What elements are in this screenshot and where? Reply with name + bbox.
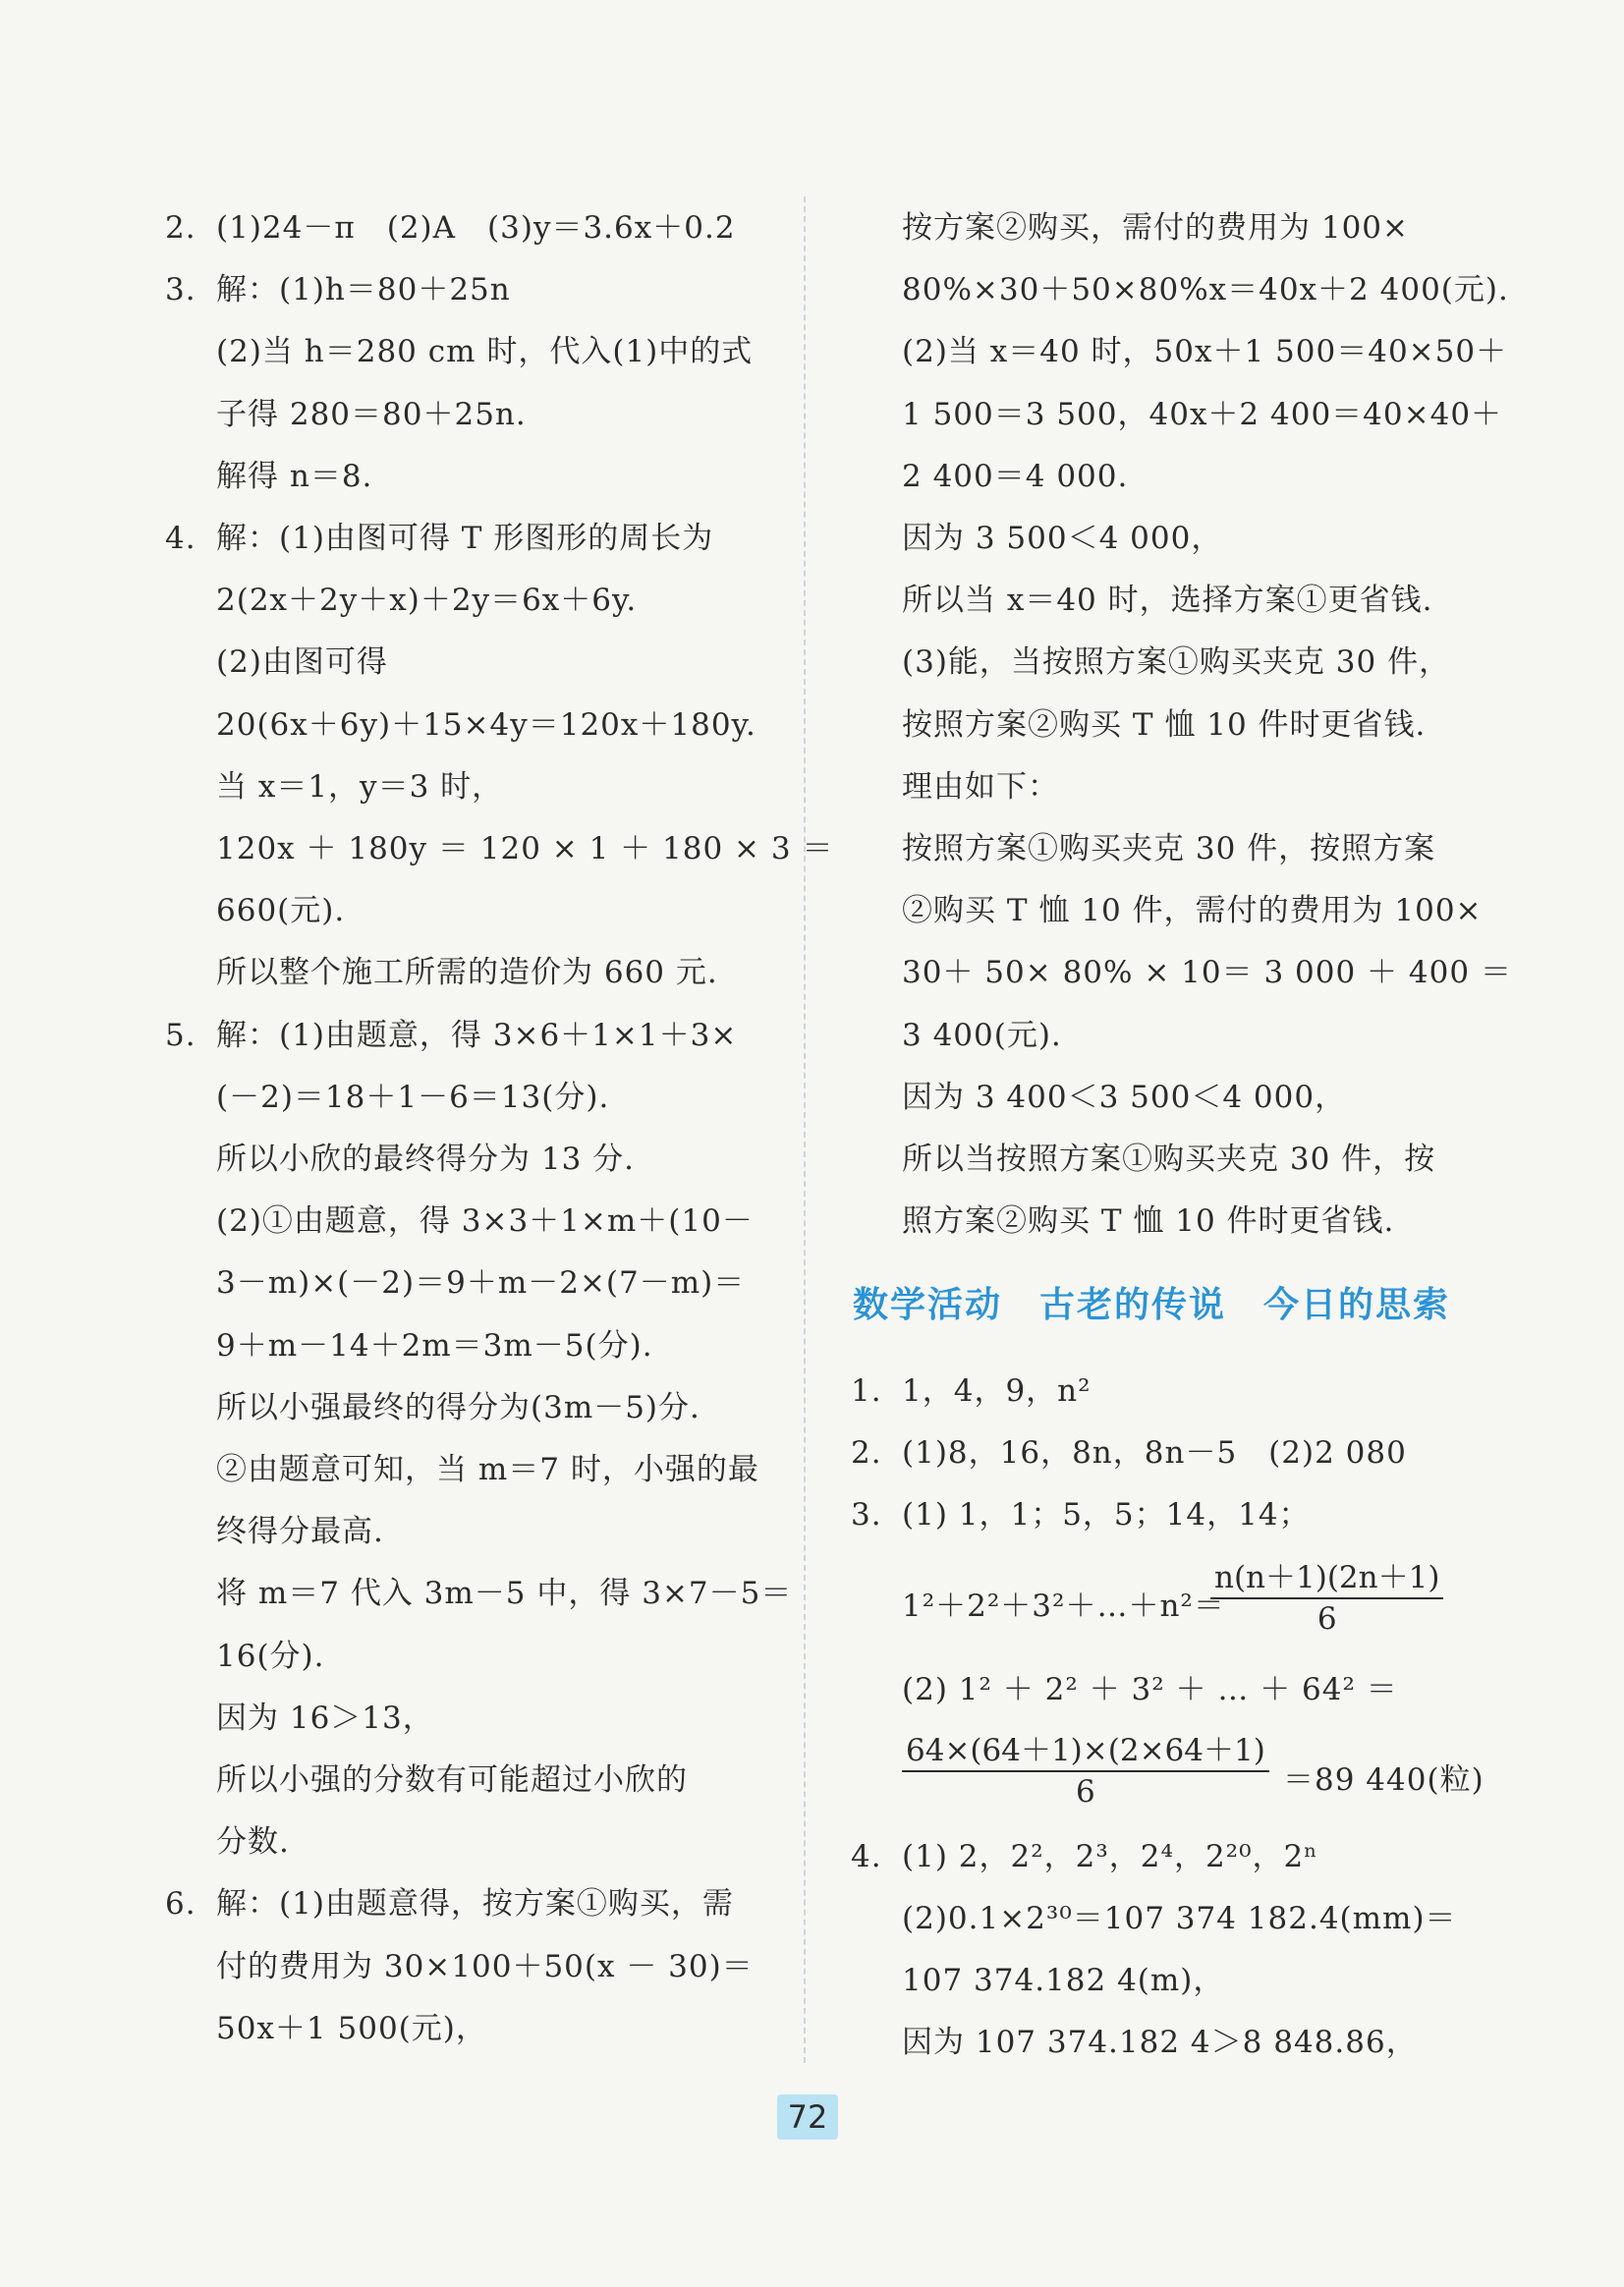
answer-line	[216, 1947, 754, 1986]
answer-text: 3－m)×(－2)＝9＋m－2×(7－m)＝	[216, 1265, 746, 1301]
question-number: 4.	[851, 1839, 882, 1874]
question-number: 2.	[165, 210, 196, 246]
answer-line	[216, 705, 756, 745]
question-line	[165, 208, 736, 248]
answer-text: (1) 1，1；5，5；14，14；	[902, 1497, 1311, 1533]
answer-text: 9＋m－14＋2m＝3m－5(分).	[216, 1328, 653, 1364]
answer-line: (2)当 x＝40 时，50x＋1 500＝40×50＋	[902, 334, 1508, 369]
answer-4	[851, 1837, 1318, 1876]
answer-text: 当 x＝1，y＝3 时，	[216, 769, 504, 805]
answer-line: 按照方案①购买夹克 30 件，按照方案	[902, 831, 1436, 866]
answer-line	[216, 891, 345, 930]
fraction-denominator: 6	[1076, 1774, 1095, 1810]
question-line	[165, 519, 713, 558]
question-number: 3.	[165, 272, 196, 307]
answer-3-2: (2) 1² ＋ 2² ＋ 3² ＋ … ＋ 64² ＝	[902, 1672, 1398, 1707]
answer-line	[216, 457, 372, 496]
answer-line	[216, 1637, 325, 1676]
fraction-denominator: 6	[1316, 1601, 1337, 1637]
fraction-64	[902, 1731, 1269, 1812]
answer-text: 120x ＋ 180y ＝ 120 × 1 ＋ 180 × 3 ＝	[216, 831, 834, 866]
answer-text: 付的费用为 30×100＋50(x － 30)＝	[216, 1949, 754, 1984]
answer-text: 终得分最高.	[216, 1514, 384, 1549]
answer-line	[216, 1760, 688, 1800]
answer-text: 将 m＝7 代入 3m－5 中，得 3×7－5＝	[216, 1576, 793, 1611]
answer-line: 2 400＝4 000.	[902, 459, 1129, 494]
answer-text: 解：(1)由图可得 T 形图形的周长为	[216, 521, 714, 556]
answer-line	[216, 1450, 759, 1489]
answer-line: 按方案②购买，需付的费用为 100×	[902, 210, 1409, 246]
answer-line	[216, 332, 753, 371]
answer-line	[216, 829, 833, 868]
answer-text: 20(6x＋6y)＋15×4y＝120x＋180y.	[216, 707, 756, 743]
answer-3	[851, 1495, 1311, 1534]
answer-line	[216, 1512, 384, 1551]
answer-text: (1)24－π (2)A (3)y＝3.6x＋0.2	[216, 210, 736, 246]
answer-line	[216, 1388, 700, 1427]
fraction-sum-squares	[1210, 1558, 1443, 1639]
question-number: 5.	[165, 1018, 196, 1053]
answer-line	[216, 581, 637, 620]
answer-text: 因为 16＞13，	[216, 1701, 434, 1736]
fraction-numerator: n(n＋1)(2n＋1)	[1210, 1558, 1443, 1599]
answer-text: 所以整个施工所需的造价为 660 元.	[216, 955, 718, 990]
answer-text: (2)①由题意，得 3×3＋1×m＋(10－	[216, 1203, 754, 1239]
answer-line	[216, 1263, 745, 1303]
answer-text: 解：(1)由题意得，按方案①购买，需	[216, 1886, 734, 1922]
question-number: 3.	[851, 1497, 882, 1533]
question-line	[165, 1016, 737, 1055]
answer-line: 理由如下：	[902, 769, 1059, 805]
answer-line: (3)能，当按照方案①购买夹克 30 件，	[902, 644, 1451, 680]
answer-line: 3 400(元).	[902, 1018, 1062, 1053]
sum-squares-formula: 1²＋2²＋3²＋…＋n²＝	[902, 1589, 1225, 1624]
answer-line: 30＋ 50× 80% × 10＝ 3 000 ＋ 400 ＝	[902, 955, 1512, 990]
answer-line	[216, 642, 388, 682]
fraction-numerator: 64×(64＋1)×(2×64＋1)	[902, 1731, 1269, 1772]
answer-line: 80%×30＋50×80%x＝40x＋2 400(元).	[902, 272, 1509, 307]
answer-line: 因为 3 400＜3 500＜4 000，	[902, 1080, 1347, 1115]
answer-line	[216, 395, 527, 434]
answer-text: 所以小强最终的得分为(3m－5)分.	[216, 1390, 700, 1425]
answer-line	[216, 767, 503, 807]
answer-line: ②购买 T 恤 10 件，需付的费用为 100×	[902, 893, 1483, 928]
answer-text: 所以小欣的最终得分为 13 分.	[216, 1142, 636, 1177]
answer-text: 解：(1)由题意，得 3×6＋1×1＋3×	[216, 1018, 738, 1053]
answer-text: (－2)＝18＋1－6＝13(分).	[216, 1080, 610, 1115]
answer-line: 照方案②购买 T 恤 10 件时更省钱.	[902, 1203, 1395, 1239]
answer-line	[216, 1078, 609, 1117]
heading-part-1: 数学活动	[853, 1285, 1003, 1325]
question-number: 1.	[851, 1373, 882, 1409]
answer-line: 所以当按照方案①购买夹克 30 件，按	[902, 1142, 1436, 1177]
answer-line	[216, 2009, 487, 2048]
answer-line	[216, 1201, 754, 1241]
answer-text: 1，4，9，n²	[902, 1373, 1092, 1409]
heading-part-3: 今日的思索	[1263, 1285, 1451, 1325]
answer-text: 660(元).	[216, 893, 346, 928]
answer-line	[216, 1326, 653, 1366]
question-number: 6.	[165, 1886, 196, 1922]
question-number: 2.	[851, 1435, 882, 1471]
answer-text: 解：(1)h＝80＋25n	[216, 272, 511, 307]
answer-line: 按照方案②购买 T 恤 10 件时更省钱.	[902, 707, 1427, 743]
answer-2	[851, 1433, 1407, 1473]
answer-line	[216, 953, 718, 992]
answer-text: (1) 2，2²，2³，2⁴，2²⁰，2ⁿ	[902, 1839, 1318, 1874]
answer-line: 1 500＝3 500，40x＋2 400＝40×40＋	[902, 397, 1503, 432]
answer-line	[216, 1822, 290, 1862]
page-number: 72	[777, 2094, 838, 2140]
answer-4-2: (2)0.1×2³⁰＝107 374 182.4(mm)＝	[902, 1901, 1457, 1936]
answer-line	[216, 1574, 792, 1613]
answer-line	[216, 1699, 434, 1738]
answer-text: 解得 n＝8.	[216, 459, 373, 494]
answer-text: (2)由图可得	[216, 644, 388, 680]
section-heading	[853, 1277, 1487, 1327]
question-number: 4.	[165, 521, 196, 556]
answer-text: (2)当 h＝280 cm 时，代入(1)中的式	[216, 334, 754, 369]
answer-text: ②由题意可知，当 m＝7 时，小强的最	[216, 1452, 759, 1487]
answer-line	[216, 1140, 635, 1179]
answer-text: 分数.	[216, 1824, 290, 1860]
answer-4-4: 因为 107 374.182 4＞8 848.86，	[902, 2025, 1418, 2060]
answer-4-3: 107 374.182 4(m)，	[902, 1963, 1225, 1998]
answer-text: 50x＋1 500(元)，	[216, 2011, 487, 2046]
heading-part-2: 古老的传说	[1039, 1285, 1227, 1325]
answer-1	[851, 1371, 1092, 1411]
question-line	[165, 1884, 734, 1924]
answer-line: 所以当 x＝40 时，选择方案①更省钱.	[902, 583, 1433, 618]
answer-text: 子得 280＝80＋25n.	[216, 397, 527, 432]
answer-text: 2(2x＋2y＋x)＋2y＝6x＋6y.	[216, 583, 638, 618]
answer-line: 因为 3 500＜4 000，	[902, 521, 1223, 556]
answer-text: (1)8，16，8n，8n－5 (2)2 080	[902, 1435, 1407, 1471]
question-line	[165, 270, 511, 309]
fraction-result: ＝89 440(粒)	[1283, 1762, 1484, 1798]
answer-text: 16(分).	[216, 1639, 325, 1674]
column-divider	[804, 196, 806, 2063]
answer-text: 所以小强的分数有可能超过小欣的	[216, 1762, 688, 1798]
